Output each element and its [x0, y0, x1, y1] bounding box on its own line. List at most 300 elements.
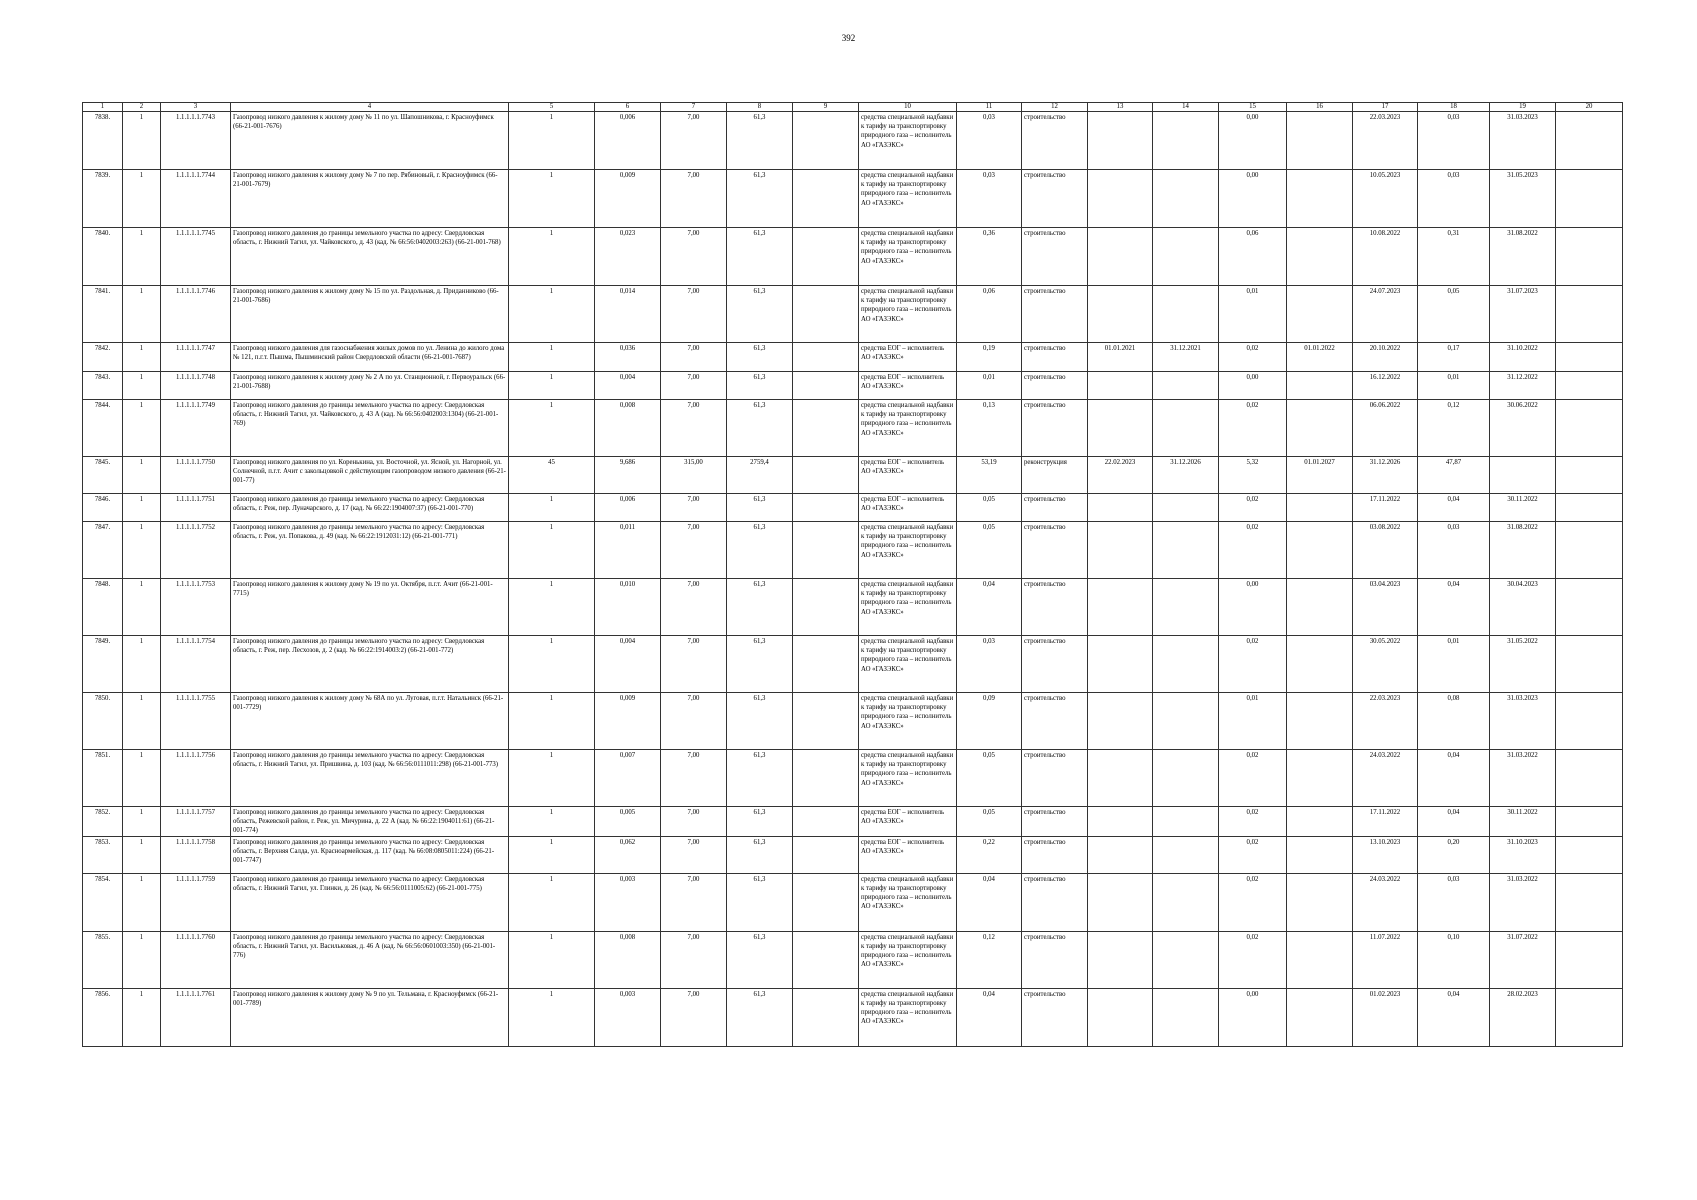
- cell-col-6: 0,003: [595, 873, 661, 931]
- cell-col-13: [1088, 494, 1153, 522]
- cell-col-15: 0,02: [1219, 873, 1287, 931]
- cell-col-9: [793, 873, 859, 931]
- work-type: строительство: [1022, 522, 1088, 579]
- funding-source: средства специальной надбавки к тарифу на транспортировку природного газа – исполнитель АО «ГАЗЭКС»: [859, 873, 957, 931]
- funding-source: средства ЕОГ – исполнитель АО «ГАЗЭКС»: [859, 836, 957, 873]
- table-row: [83, 112, 1623, 170]
- column-number-header: 18: [1418, 103, 1490, 112]
- cell-col-13: [1088, 170, 1153, 228]
- cell-col-8: 61,3: [727, 693, 793, 750]
- cell-col-19: 31.07.2022: [1490, 931, 1556, 988]
- object-code: 1.1.1.1.1.7756: [161, 750, 231, 807]
- cell-col-2: 1: [123, 836, 161, 873]
- cell-col-7: 7,00: [661, 988, 727, 1046]
- cell-col-19: 28.02.2023: [1490, 988, 1556, 1046]
- cell-col-18: 0,01: [1418, 372, 1490, 400]
- cell-col-7: 7,00: [661, 372, 727, 400]
- object-name: Газопровод низкого давления до границы земельного участка по адресу: Свердловская область, г. Нижний Тагил, ул. Глинки, д. 26 (кад. № 66:56:0111005:62) (66-21-001-775): [231, 873, 509, 931]
- cell-col-7: 7,00: [661, 931, 727, 988]
- cell-col-8: 61,3: [727, 807, 793, 837]
- row-number: 7847.: [83, 522, 123, 579]
- cell-col-16: [1287, 807, 1353, 837]
- column-number-header: 10: [859, 103, 957, 112]
- row-number: 7856.: [83, 988, 123, 1046]
- cell-col-20: [1556, 693, 1623, 750]
- cell-col-8: 61,3: [727, 400, 793, 457]
- funding-source: средства ЕОГ – исполнитель АО «ГАЗЭКС»: [859, 372, 957, 400]
- work-type: строительство: [1022, 170, 1088, 228]
- cell-col-7: 7,00: [661, 873, 727, 931]
- cell-col-17: 03.08.2022: [1353, 522, 1418, 579]
- cell-col-19: 31.03.2022: [1490, 750, 1556, 807]
- cell-col-19: [1490, 457, 1556, 494]
- work-type: строительство: [1022, 579, 1088, 636]
- cell-col-14: [1153, 494, 1219, 522]
- cell-col-11: 0,09: [957, 693, 1022, 750]
- cell-col-13: [1088, 286, 1153, 343]
- cell-col-11: 0,03: [957, 112, 1022, 170]
- cell-col-16: [1287, 693, 1353, 750]
- cell-col-15: 5,32: [1219, 457, 1287, 494]
- cell-col-11: 0,12: [957, 931, 1022, 988]
- column-number-header: 4: [231, 103, 509, 112]
- cell-col-5: 1: [509, 988, 595, 1046]
- cell-col-20: [1556, 112, 1623, 170]
- cell-col-8: 61,3: [727, 343, 793, 372]
- table-row: [83, 372, 1623, 400]
- column-number-header: 8: [727, 103, 793, 112]
- table-row: [83, 343, 1623, 372]
- work-type: строительство: [1022, 372, 1088, 400]
- object-code: 1.1.1.1.1.7746: [161, 286, 231, 343]
- cell-col-19: 31.10.2022: [1490, 343, 1556, 372]
- cell-col-17: 11.07.2022: [1353, 931, 1418, 988]
- cell-col-5: 1: [509, 579, 595, 636]
- row-number: 7838.: [83, 112, 123, 170]
- cell-col-20: [1556, 286, 1623, 343]
- cell-col-17: 10.05.2023: [1353, 170, 1418, 228]
- cell-col-13: [1088, 750, 1153, 807]
- funding-source: средства специальной надбавки к тарифу на транспортировку природного газа – исполнитель АО «ГАЗЭКС»: [859, 931, 957, 988]
- cell-col-14: [1153, 372, 1219, 400]
- column-number-header: 11: [957, 103, 1022, 112]
- column-number-header: 6: [595, 103, 661, 112]
- cell-col-14: [1153, 579, 1219, 636]
- cell-col-20: [1556, 836, 1623, 873]
- cell-col-17: 03.04.2023: [1353, 579, 1418, 636]
- cell-col-2: 1: [123, 988, 161, 1046]
- cell-col-16: [1287, 112, 1353, 170]
- cell-col-20: [1556, 750, 1623, 807]
- cell-col-19: 31.03.2022: [1490, 873, 1556, 931]
- object-name: Газопровод низкого давления по ул. Коренькина, ул. Восточной, ул. Ясной, ул. Нагорной, ул. Солнечной, п.г.т. Ачит с закольцовкой с действующим газопроводом низкого давления (66-21-001-77): [231, 457, 509, 494]
- object-code: 1.1.1.1.1.7744: [161, 170, 231, 228]
- row-number: 7848.: [83, 579, 123, 636]
- cell-col-18: 0,12: [1418, 400, 1490, 457]
- cell-col-2: 1: [123, 228, 161, 286]
- cell-col-20: [1556, 372, 1623, 400]
- cell-col-15: 0,06: [1219, 228, 1287, 286]
- cell-col-7: 7,00: [661, 836, 727, 873]
- work-type: строительство: [1022, 931, 1088, 988]
- cell-col-2: 1: [123, 693, 161, 750]
- cell-col-5: 1: [509, 636, 595, 693]
- cell-col-14: 31.12.2021: [1153, 343, 1219, 372]
- table-row: [83, 579, 1623, 636]
- cell-col-15: 0,02: [1219, 522, 1287, 579]
- cell-col-11: 0,06: [957, 286, 1022, 343]
- column-number-header: 9: [793, 103, 859, 112]
- cell-col-16: [1287, 750, 1353, 807]
- cell-col-15: 0,00: [1219, 112, 1287, 170]
- cell-col-7: 7,00: [661, 170, 727, 228]
- cell-col-17: 22.03.2023: [1353, 693, 1418, 750]
- cell-col-19: 30.11.2022: [1490, 494, 1556, 522]
- cell-col-14: [1153, 286, 1219, 343]
- cell-col-7: 7,00: [661, 343, 727, 372]
- cell-col-5: 1: [509, 807, 595, 837]
- object-code: 1.1.1.1.1.7759: [161, 873, 231, 931]
- work-type: строительство: [1022, 988, 1088, 1046]
- funding-source: средства специальной надбавки к тарифу на транспортировку природного газа – исполнитель АО «ГАЗЭКС»: [859, 286, 957, 343]
- cell-col-13: [1088, 873, 1153, 931]
- cell-col-13: 22.02.2023: [1088, 457, 1153, 494]
- cell-col-13: [1088, 400, 1153, 457]
- cell-col-19: 30.06.2022: [1490, 400, 1556, 457]
- cell-col-14: [1153, 522, 1219, 579]
- cell-col-8: 61,3: [727, 636, 793, 693]
- column-number-header: 7: [661, 103, 727, 112]
- cell-col-11: 0,03: [957, 170, 1022, 228]
- table-row: [83, 836, 1623, 873]
- work-type: строительство: [1022, 400, 1088, 457]
- cell-col-19: 31.05.2022: [1490, 636, 1556, 693]
- object-name: Газопровод низкого давления к жилому дому № 19 по ул. Октября, п.г.т. Ачит (66-21-001-7715): [231, 579, 509, 636]
- object-name: Газопровод низкого давления до границы земельного участка по адресу: Свердловская область, г. Нижний Тагил, ул. Васильковая, д. 46 А (кад. № 66:56:0601003:350) (66-21-001-776): [231, 931, 509, 988]
- table-row: [83, 931, 1623, 988]
- cell-col-5: 1: [509, 400, 595, 457]
- row-number: 7841.: [83, 286, 123, 343]
- work-type: строительство: [1022, 343, 1088, 372]
- object-code: 1.1.1.1.1.7749: [161, 400, 231, 457]
- cell-col-16: [1287, 873, 1353, 931]
- cell-col-18: 0,10: [1418, 931, 1490, 988]
- cell-col-17: 13.10.2023: [1353, 836, 1418, 873]
- column-number-header: 13: [1088, 103, 1153, 112]
- cell-col-16: [1287, 522, 1353, 579]
- funding-source: средства специальной надбавки к тарифу на транспортировку природного газа – исполнитель АО «ГАЗЭКС»: [859, 112, 957, 170]
- object-code: 1.1.1.1.1.7755: [161, 693, 231, 750]
- cell-col-9: [793, 579, 859, 636]
- cell-col-18: 0,04: [1418, 750, 1490, 807]
- cell-col-2: 1: [123, 873, 161, 931]
- cell-col-6: 0,014: [595, 286, 661, 343]
- cell-col-7: 7,00: [661, 522, 727, 579]
- object-name: Газопровод низкого давления до границы земельного участка по адресу: Свердловская область, г. Реж, ул. Попакова, д. 49 (кад. № 66:22:1912031:12) (66-21-001-771): [231, 522, 509, 579]
- cell-col-5: 1: [509, 343, 595, 372]
- work-type: строительство: [1022, 873, 1088, 931]
- cell-col-14: [1153, 400, 1219, 457]
- column-number-header: 2: [123, 103, 161, 112]
- cell-col-16: [1287, 228, 1353, 286]
- column-number-header: 17: [1353, 103, 1418, 112]
- cell-col-9: [793, 112, 859, 170]
- table-row: [83, 750, 1623, 807]
- cell-col-19: 31.08.2022: [1490, 522, 1556, 579]
- table-row: [83, 693, 1623, 750]
- cell-col-19: 31.03.2023: [1490, 112, 1556, 170]
- column-number-header: 3: [161, 103, 231, 112]
- cell-col-13: [1088, 228, 1153, 286]
- cell-col-6: 0,010: [595, 579, 661, 636]
- table-row: [83, 988, 1623, 1046]
- funding-source: средства специальной надбавки к тарифу на транспортировку природного газа – исполнитель АО «ГАЗЭКС»: [859, 400, 957, 457]
- cell-col-17: 17.11.2022: [1353, 807, 1418, 837]
- funding-source: средства специальной надбавки к тарифу на транспортировку природного газа – исполнитель АО «ГАЗЭКС»: [859, 170, 957, 228]
- row-number: 7842.: [83, 343, 123, 372]
- cell-col-11: 0,13: [957, 400, 1022, 457]
- cell-col-7: 7,00: [661, 579, 727, 636]
- cell-col-7: 7,00: [661, 400, 727, 457]
- cell-col-11: 0,05: [957, 807, 1022, 837]
- cell-col-9: [793, 343, 859, 372]
- cell-col-2: 1: [123, 579, 161, 636]
- cell-col-9: [793, 931, 859, 988]
- cell-col-5: 1: [509, 931, 595, 988]
- column-number-header: 1: [83, 103, 123, 112]
- work-type: строительство: [1022, 836, 1088, 873]
- cell-col-17: 16.12.2022: [1353, 372, 1418, 400]
- row-number: 7845.: [83, 457, 123, 494]
- cell-col-7: 7,00: [661, 750, 727, 807]
- investment-program-table: [82, 102, 1623, 1047]
- cell-col-15: 0,02: [1219, 636, 1287, 693]
- cell-col-2: 1: [123, 807, 161, 837]
- object-name: Газопровод низкого давления к жилому дому № 68А по ул. Луговая, п.г.т. Натальинск (66-21-001-7729): [231, 693, 509, 750]
- object-name: Газопровод низкого давления к жилому дому № 15 по ул. Раздольная, д. Приданниково (66-21-001-7686): [231, 286, 509, 343]
- object-name: Газопровод низкого давления к жилому дому № 7 по пер. Рябиновый, г. Красноуфимск (66-21-001-7679): [231, 170, 509, 228]
- funding-source: средства специальной надбавки к тарифу на транспортировку природного газа – исполнитель АО «ГАЗЭКС»: [859, 522, 957, 579]
- cell-col-5: 1: [509, 836, 595, 873]
- cell-col-17: 20.10.2022: [1353, 343, 1418, 372]
- cell-col-20: [1556, 494, 1623, 522]
- cell-col-14: [1153, 750, 1219, 807]
- cell-col-14: [1153, 807, 1219, 837]
- object-name: Газопровод низкого давления к жилому дому № 9 по ул. Тельмана, г. Красноуфимск (66-21-001-7789): [231, 988, 509, 1046]
- cell-col-20: [1556, 228, 1623, 286]
- table-row: [83, 807, 1623, 837]
- cell-col-18: 0,08: [1418, 693, 1490, 750]
- object-name: Газопровод низкого давления к жилому дому № 11 по ул. Шапошникова, г. Красноуфимск (66-21-001-7676): [231, 112, 509, 170]
- cell-col-2: 1: [123, 494, 161, 522]
- cell-col-2: 1: [123, 522, 161, 579]
- column-number-header: 19: [1490, 103, 1556, 112]
- cell-col-17: 24.07.2023: [1353, 286, 1418, 343]
- cell-col-2: 1: [123, 636, 161, 693]
- object-code: 1.1.1.1.1.7758: [161, 836, 231, 873]
- cell-col-11: 0,01: [957, 372, 1022, 400]
- cell-col-18: 0,05: [1418, 286, 1490, 343]
- cell-col-8: 61,3: [727, 228, 793, 286]
- cell-col-13: [1088, 636, 1153, 693]
- cell-col-15: 0,00: [1219, 988, 1287, 1046]
- cell-col-17: 31.12.2026: [1353, 457, 1418, 494]
- cell-col-20: [1556, 988, 1623, 1046]
- funding-source: средства специальной надбавки к тарифу на транспортировку природного газа – исполнитель АО «ГАЗЭКС»: [859, 988, 957, 1046]
- object-name: Газопровод низкого давления к жилому дому № 2 А по ул. Станционной, г. Первоуральск (66-21-001-7688): [231, 372, 509, 400]
- funding-source: средства ЕОГ – исполнитель АО «ГАЗЭКС»: [859, 807, 957, 837]
- funding-source: средства специальной надбавки к тарифу на транспортировку природного газа – исполнитель АО «ГАЗЭКС»: [859, 693, 957, 750]
- cell-col-17: 10.08.2022: [1353, 228, 1418, 286]
- table-row: [83, 228, 1623, 286]
- cell-col-18: 0,03: [1418, 170, 1490, 228]
- cell-col-14: [1153, 931, 1219, 988]
- cell-col-19: 31.10.2023: [1490, 836, 1556, 873]
- cell-col-7: 7,00: [661, 112, 727, 170]
- cell-col-16: [1287, 579, 1353, 636]
- cell-col-8: 61,3: [727, 750, 793, 807]
- work-type: строительство: [1022, 636, 1088, 693]
- cell-col-11: 0,03: [957, 636, 1022, 693]
- row-number: 7839.: [83, 170, 123, 228]
- funding-source: средства специальной надбавки к тарифу на транспортировку природного газа – исполнитель АО «ГАЗЭКС»: [859, 228, 957, 286]
- cell-col-11: 0,05: [957, 522, 1022, 579]
- cell-col-5: 1: [509, 522, 595, 579]
- cell-col-14: [1153, 693, 1219, 750]
- object-code: 1.1.1.1.1.7761: [161, 988, 231, 1046]
- cell-col-16: [1287, 286, 1353, 343]
- cell-col-6: 0,006: [595, 112, 661, 170]
- cell-col-13: [1088, 807, 1153, 837]
- table-body: [83, 112, 1623, 1047]
- cell-col-15: 0,00: [1219, 170, 1287, 228]
- cell-col-9: [793, 988, 859, 1046]
- cell-col-5: 1: [509, 494, 595, 522]
- cell-col-9: [793, 494, 859, 522]
- cell-col-15: 0,02: [1219, 807, 1287, 837]
- cell-col-8: 61,3: [727, 286, 793, 343]
- cell-col-15: 0,02: [1219, 750, 1287, 807]
- row-number: 7840.: [83, 228, 123, 286]
- cell-col-11: 0,05: [957, 494, 1022, 522]
- cell-col-6: 0,062: [595, 836, 661, 873]
- object-code: 1.1.1.1.1.7751: [161, 494, 231, 522]
- object-code: 1.1.1.1.1.7752: [161, 522, 231, 579]
- funding-source: средства ЕОГ – исполнитель АО «ГАЗЭКС»: [859, 457, 957, 494]
- cell-col-18: 0,31: [1418, 228, 1490, 286]
- cell-col-2: 1: [123, 400, 161, 457]
- cell-col-19: 31.08.2022: [1490, 228, 1556, 286]
- cell-col-15: 0,02: [1219, 400, 1287, 457]
- cell-col-6: 0,008: [595, 400, 661, 457]
- column-number-header: 14: [1153, 103, 1219, 112]
- cell-col-11: 0,19: [957, 343, 1022, 372]
- cell-col-6: 9,686: [595, 457, 661, 494]
- cell-col-9: [793, 693, 859, 750]
- cell-col-7: 7,00: [661, 286, 727, 343]
- cell-col-19: 30.04.2023: [1490, 579, 1556, 636]
- cell-col-6: 0,005: [595, 807, 661, 837]
- cell-col-5: 1: [509, 228, 595, 286]
- cell-col-13: [1088, 836, 1153, 873]
- cell-col-11: 0,04: [957, 579, 1022, 636]
- row-number: 7844.: [83, 400, 123, 457]
- cell-col-18: 0,01: [1418, 636, 1490, 693]
- cell-col-7: 7,00: [661, 494, 727, 522]
- object-code: 1.1.1.1.1.7750: [161, 457, 231, 494]
- column-number-header: 16: [1287, 103, 1353, 112]
- cell-col-2: 1: [123, 457, 161, 494]
- cell-col-8: 2759,4: [727, 457, 793, 494]
- object-code: 1.1.1.1.1.7743: [161, 112, 231, 170]
- cell-col-18: 0,04: [1418, 579, 1490, 636]
- cell-col-14: [1153, 170, 1219, 228]
- cell-col-2: 1: [123, 286, 161, 343]
- cell-col-17: 24.03.2022: [1353, 873, 1418, 931]
- cell-col-9: [793, 522, 859, 579]
- cell-col-5: 45: [509, 457, 595, 494]
- cell-col-16: [1287, 931, 1353, 988]
- cell-col-7: 315,00: [661, 457, 727, 494]
- cell-col-15: 0,02: [1219, 494, 1287, 522]
- cell-col-20: [1556, 400, 1623, 457]
- object-name: Газопровод низкого давления до границы земельного участка по адресу: Свердловская область, г. Верхняя Салда, ул. Красноармейская, д. 117 (кад. № 66:08:0805011:224) (66-21-001-7747): [231, 836, 509, 873]
- cell-col-20: [1556, 931, 1623, 988]
- table-row: [83, 457, 1623, 494]
- cell-col-7: 7,00: [661, 228, 727, 286]
- cell-col-9: [793, 170, 859, 228]
- cell-col-15: 0,02: [1219, 836, 1287, 873]
- cell-col-11: 53,19: [957, 457, 1022, 494]
- row-number: 7843.: [83, 372, 123, 400]
- row-number: 7852.: [83, 807, 123, 837]
- row-number: 7855.: [83, 931, 123, 988]
- cell-col-18: 0,04: [1418, 494, 1490, 522]
- cell-col-18: 47,87: [1418, 457, 1490, 494]
- cell-col-20: [1556, 457, 1623, 494]
- cell-col-17: 24.03.2022: [1353, 750, 1418, 807]
- column-number-header: 5: [509, 103, 595, 112]
- cell-col-20: [1556, 636, 1623, 693]
- cell-col-9: [793, 228, 859, 286]
- cell-col-15: 0,02: [1219, 931, 1287, 988]
- cell-col-8: 61,3: [727, 579, 793, 636]
- cell-col-9: [793, 457, 859, 494]
- cell-col-18: 0,03: [1418, 112, 1490, 170]
- cell-col-7: 7,00: [661, 693, 727, 750]
- work-type: строительство: [1022, 807, 1088, 837]
- cell-col-5: 1: [509, 170, 595, 228]
- work-type: строительство: [1022, 693, 1088, 750]
- cell-col-8: 61,3: [727, 170, 793, 228]
- cell-col-2: 1: [123, 170, 161, 228]
- column-number-header-row: [83, 103, 1623, 112]
- object-code: 1.1.1.1.1.7747: [161, 343, 231, 372]
- cell-col-5: 1: [509, 693, 595, 750]
- object-name: Газопровод низкого давления до границы земельного участка по адресу: Свердловская область, Режевской район, г. Реж, ул. Мичурина, д. 22 А (кад. № 66:22:1904011:61) (66-21-001-774): [231, 807, 509, 837]
- cell-col-8: 61,3: [727, 494, 793, 522]
- column-number-header: 20: [1556, 103, 1623, 112]
- object-name: Газопровод низкого давления до границы земельного участка по адресу: Свердловская область, г. Нижний Тагил, ул. Чайковского, д. 43 (кад. № 66:56:0402003:263) (66-21-001-768): [231, 228, 509, 286]
- cell-col-6: 0,004: [595, 372, 661, 400]
- object-code: 1.1.1.1.1.7760: [161, 931, 231, 988]
- cell-col-16: [1287, 836, 1353, 873]
- table-row: [83, 873, 1623, 931]
- cell-col-2: 1: [123, 343, 161, 372]
- cell-col-16: [1287, 400, 1353, 457]
- object-name: Газопровод низкого давления до границы земельного участка по адресу: Свердловская область, г. Реж, пер. Лесхозов, д. 2 (кад. № 66:22:1914003:2) (66-21-001-772): [231, 636, 509, 693]
- cell-col-9: [793, 836, 859, 873]
